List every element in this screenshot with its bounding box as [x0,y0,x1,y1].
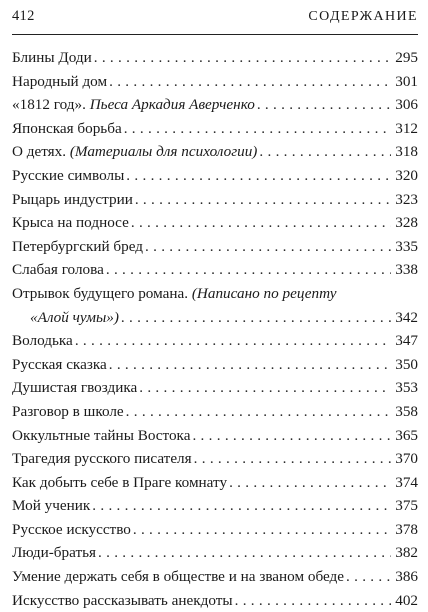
dot-leader [124,117,391,141]
toc-entry-page: 338 [395,261,418,279]
toc-entry-page: 320 [395,166,418,184]
toc-entry-page: 402 [395,591,418,609]
toc-entry-title: Отрывок будущего романа. (Написано по рецепту [12,284,337,302]
toc-entry-page: 386 [395,568,418,586]
toc-entry [12,518,418,542]
dot-leader [257,93,391,117]
toc-entry-page: 374 [395,473,418,491]
toc-entry [12,282,418,329]
dot-leader [131,211,391,235]
dot-leader [139,376,391,400]
toc-entry [12,494,418,518]
dot-leader [259,140,391,164]
toc-entry-title: Душистая гвоздика [12,379,138,397]
dot-leader [92,494,391,518]
dot-leader [133,518,391,542]
toc-entry [12,117,418,141]
dot-leader [145,235,391,259]
dot-leader [135,188,391,212]
dot-leader [126,164,391,188]
toc-entry-title: Народный дом [12,72,108,90]
toc-entry-title: Русское искусство [12,520,131,538]
toc-entry-title: Володька [12,332,73,350]
toc-entry-title: Как добыть себе в Праге комнату [12,473,228,491]
toc-entry [12,400,418,424]
toc-entry-page: 382 [395,544,418,562]
dot-leader [109,70,391,94]
dot-leader [98,541,391,565]
toc-entry-page: 301 [395,72,418,90]
toc-entry [12,376,418,400]
page-header [12,8,418,28]
toc-entry-page: 306 [395,96,418,114]
toc-entry [12,565,418,589]
toc-entry [12,46,418,70]
toc-entry-page: 323 [395,190,418,208]
toc-entry-title: Блины Доди [12,49,92,66]
toc-entry [12,140,418,164]
toc-entry-title: Японская борьба [12,119,122,137]
toc-entry [12,589,418,612]
toc-entry-page: 350 [395,355,418,373]
toc-entry [12,447,418,471]
toc-entry-page: 365 [395,426,418,444]
toc-entry-page: 378 [395,520,418,538]
dot-leader [229,471,391,495]
toc-entry-page: 347 [395,332,418,350]
toc-entry [12,188,418,212]
toc-entry-title: Искусство рассказывать анекдоты [12,591,233,609]
toc-entry-page: 318 [395,143,418,161]
toc-entry-title: Люди-братья [12,544,97,562]
toc-entry-title: Трагедия русского писателя [12,450,192,468]
page-number: 412 [12,8,35,24]
toc-entry-title: Рыцарь индустрии [12,190,133,208]
toc-entry-title: Оккультные тайны Востока [12,426,191,444]
toc-entry-title: Умение держать себя в обществе и на званом обеде [12,568,344,586]
table-of-contents [12,46,418,612]
toc-entry [12,424,418,448]
dot-leader [235,589,391,612]
dot-leader [94,46,391,70]
dot-leader [106,258,391,282]
toc-entry-title: Русские символы [12,166,125,184]
toc-entry-page: 335 [395,237,418,255]
section-title: СОДЕРЖАНИЕ [308,9,418,24]
dot-leader [192,424,391,448]
dot-leader [75,329,391,353]
toc-entry [12,541,418,565]
dot-leader [109,353,391,377]
dot-leader [346,565,391,589]
dot-leader [126,400,391,424]
toc-entry-page: 312 [395,119,418,137]
toc-entry-first-line [12,282,418,306]
toc-entry-title: Разговор в школе [12,402,124,420]
toc-entry-page: 353 [395,379,418,397]
toc-entry-page: 358 [395,402,418,420]
toc-entry-title: Мой ученик [12,497,91,515]
toc-entry [12,235,418,259]
toc-entry-title: «1812 год». Пьеса Аркадия Аверченко [12,96,255,114]
toc-entry-page: 370 [395,450,418,468]
toc-entry [12,471,418,495]
header-rule [12,34,418,35]
toc-entry-title: Петербургский бред [12,237,144,255]
toc-entry-page: 295 [395,49,418,66]
dot-leader [194,447,391,471]
toc-entry [12,329,418,353]
toc-entry [12,353,418,377]
toc-entry [12,164,418,188]
toc-entry-second-line [12,306,418,330]
toc-entry-title: Слабая голова [12,261,104,279]
toc-entry [12,258,418,282]
toc-entry [12,93,418,117]
toc-entry [12,70,418,94]
toc-entry [12,211,418,235]
toc-entry-page: 342 [395,308,418,326]
toc-entry-title: Русская сказка [12,355,107,373]
toc-entry-title: Крыса на подносе [12,214,129,232]
toc-entry-title-continued: «Алой чумы») [30,308,119,326]
toc-entry-title: О детях. (Материалы для психологии) [12,143,258,161]
toc-entry-page: 375 [395,497,418,515]
toc-entry-page: 328 [395,214,418,232]
dot-leader [121,306,391,330]
